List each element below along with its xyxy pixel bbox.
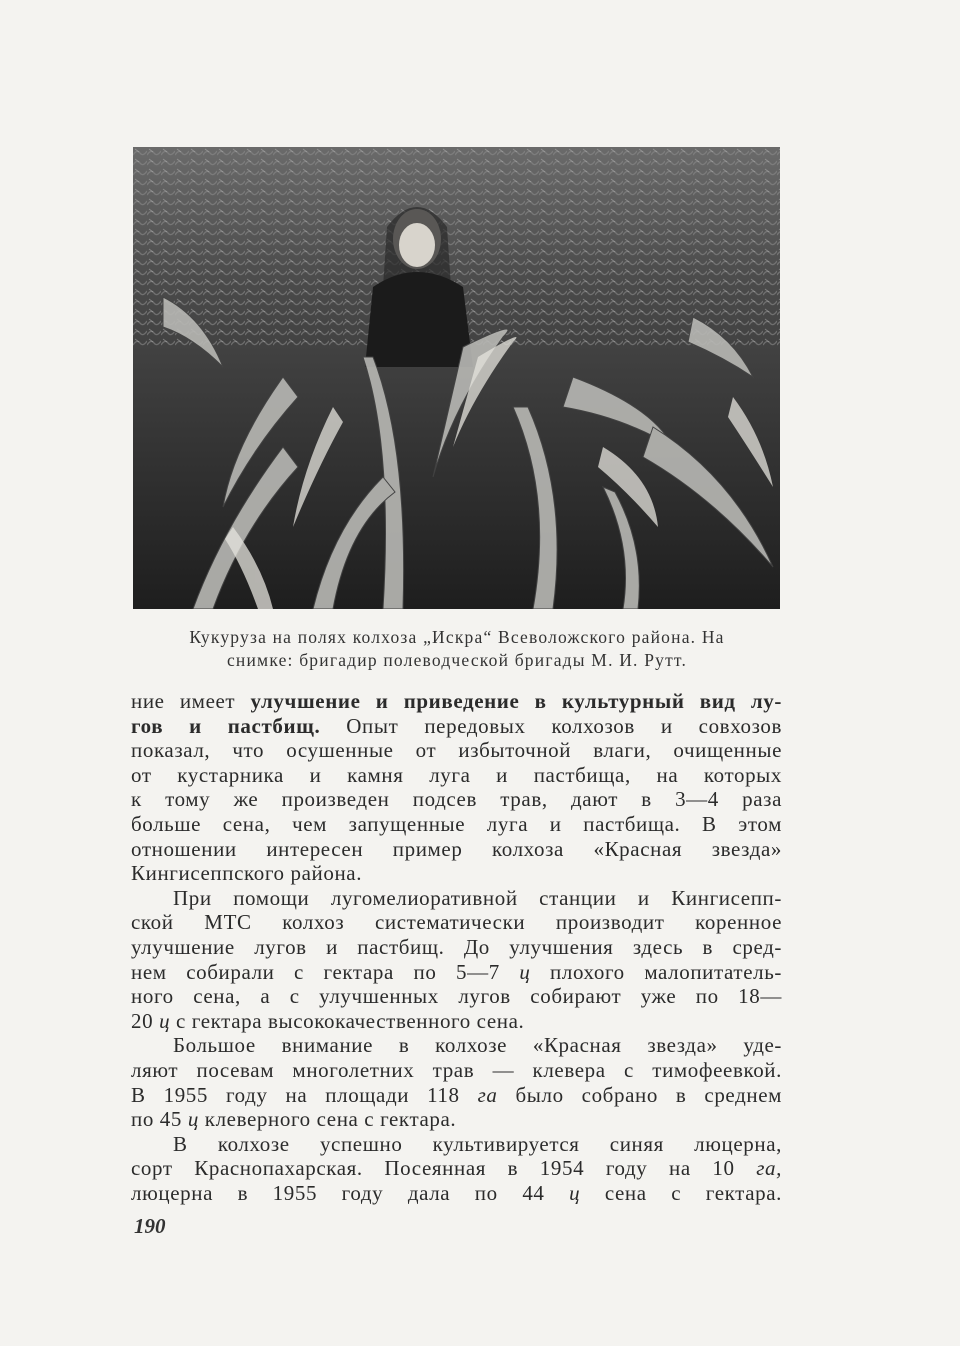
text-segment: ние имеет: [131, 689, 251, 713]
text-line: [131, 689, 782, 714]
text-line: [131, 910, 782, 935]
text-line: [131, 714, 782, 739]
text-line: [131, 1033, 782, 1058]
text-line: [131, 738, 782, 763]
text-segment: нем собирали с гектара по 5—7: [131, 959, 520, 984]
text-segment: 20: [131, 1008, 160, 1033]
caption-line: Кукуруза на полях колхоза „Искра“ Всеволожского района. На: [189, 627, 725, 647]
text-segment: по 45: [131, 1107, 188, 1132]
text-segment: ской МТС колхоз систематически производит коренное: [131, 910, 782, 935]
text-line: [131, 935, 782, 960]
text-line: [131, 837, 782, 862]
italic-unit: ц: [187, 1107, 199, 1132]
text-segment: показал, что осушенные от избыточной влаги, очищенные: [131, 738, 782, 763]
text-line: [131, 1132, 782, 1157]
page-number: 190: [134, 1214, 166, 1238]
figure-caption: [130, 626, 784, 672]
text-segment: улучшение лугов и пастбищ. До улучшения здесь в сред-: [131, 934, 782, 959]
text-line: [131, 1058, 782, 1083]
text-line: [131, 960, 782, 985]
text-line: [131, 787, 782, 812]
text-line: [131, 1009, 782, 1034]
text-line: [131, 886, 782, 911]
text-line: [131, 812, 782, 837]
italic-unit: ц: [159, 1008, 171, 1033]
text-segment: сена с гектара.: [580, 1180, 782, 1205]
text-segment: плохого малопитатель-: [530, 959, 782, 984]
corn-field-photo: [133, 147, 780, 609]
text-segment: ляют посевам многолетних трав — клевера с тимофеевкой.: [131, 1057, 782, 1082]
text-line: [131, 984, 782, 1009]
italic-unit: га: [477, 1082, 498, 1107]
text-line: [131, 763, 782, 788]
text-segment: от кустарника и камня луга и пастбища, на которых: [131, 762, 782, 787]
text-segment: к тому же произведен подсев трав, дают в 3—4 раза: [131, 787, 782, 812]
text-segment: с гектара высококачественного сена.: [170, 1008, 525, 1033]
bold-segment: гов и пастбищ.: [131, 713, 321, 738]
text-segment: люцерна в 1955 году дала по 44: [131, 1180, 570, 1205]
italic-unit: га,: [756, 1156, 782, 1181]
text-segment: ного сена, а с улучшенных лугов собирают уже по 18—: [131, 984, 782, 1009]
text-segment: В 1955 году на площади 118: [131, 1082, 478, 1107]
text-line: [131, 1083, 782, 1108]
photo-corn-field-icon: [133, 147, 780, 609]
text-segment: было собрано в среднем: [497, 1082, 783, 1107]
text-segment: Большое внимание в колхозе «Красная звезда» уде-: [173, 1033, 782, 1058]
caption-line: снимке: бригадир полеводческой бригады М. И. Рутт.: [226, 650, 688, 670]
text-segment: В колхозе успешно культивируется синяя люцерна,: [173, 1131, 782, 1156]
text-segment: Кингисеппского района.: [131, 861, 363, 886]
text-segment: сорт Краснопахарская. Посеянная в 1954 году на 10: [131, 1156, 757, 1181]
body-text: [131, 689, 782, 1205]
text-line: [131, 1107, 782, 1132]
text-line: [131, 1156, 782, 1181]
text-segment: клеверного сена с гектара.: [198, 1107, 457, 1132]
text-segment: больше сена, чем запущенные луга и пастбища. В этом: [131, 811, 782, 836]
text-line: [131, 861, 782, 886]
text-segment: Опыт передовых колхозов и совхозов: [320, 713, 782, 738]
italic-unit: ц: [519, 959, 531, 984]
bold-segment: улучшение и приведение в культурный вид лу-: [250, 689, 782, 713]
text-line: [131, 1181, 782, 1206]
text-segment: При помощи лугомелиоративной станции и Кингисепп-: [173, 885, 782, 910]
italic-unit: ц: [569, 1180, 581, 1205]
text-segment: отношении интересен пример колхоза «Красная звезда»: [131, 836, 782, 861]
